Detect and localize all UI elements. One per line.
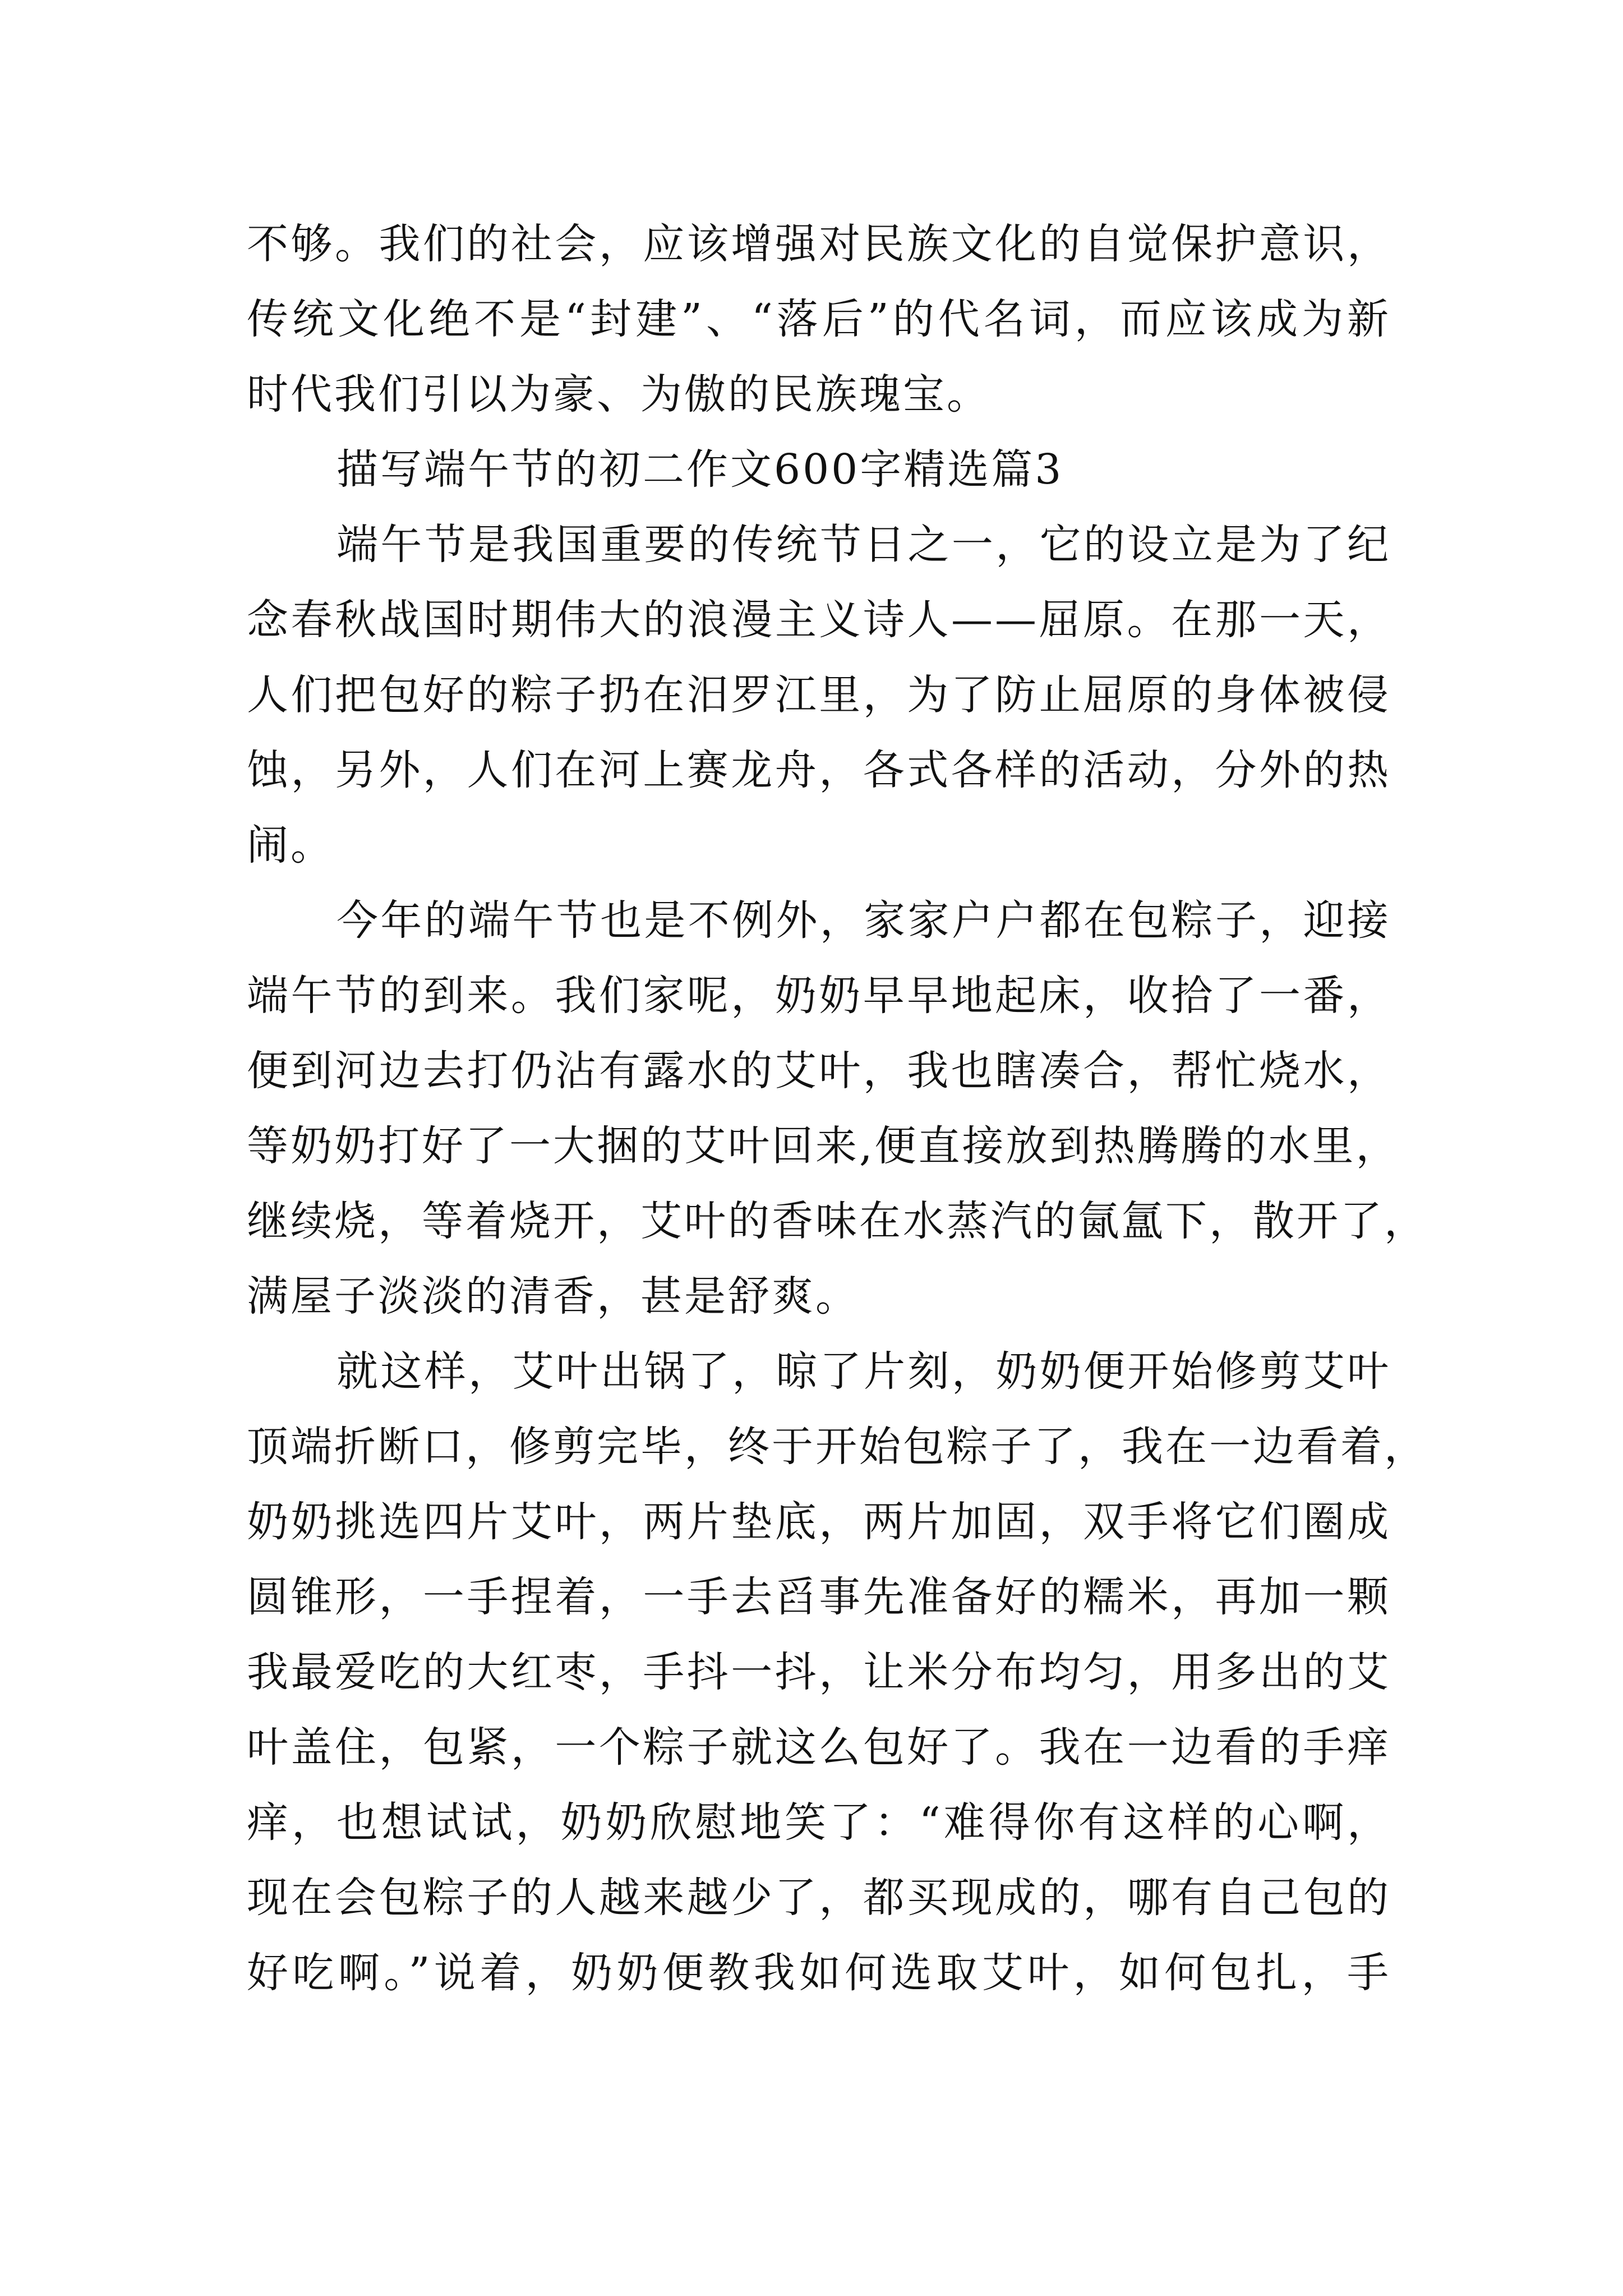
text-line: 好吃啊。”说着，奶奶便教我如何选取艾叶，如何包扎，手 [247, 1949, 1391, 1997]
section-heading: 描写端午节的初二作文600字精选篇3 [336, 445, 1064, 494]
text-line: 今年的端午节也是不例外，家家户户都在包粽子，迎接 [336, 896, 1391, 945]
text-line: 闹。 [247, 821, 334, 869]
text-line: 端午节是我国重要的传统节日之一，它的设立是为了纪 [336, 521, 1391, 569]
text-line: 传统文化绝不是“封建”、“落后”的代名词，而应该成为新 [247, 295, 1391, 343]
text-line: 端午节的到来。我们家呢，奶奶早早地起床，收拾了一番， [247, 972, 1391, 1020]
text-line: 继续烧，等着烧开，艾叶的香味在水蒸汽的氤氲下，散开了， [247, 1197, 1428, 1245]
text-line: 不够。我们的社会，应该增强对民族文化的自觉保护意识， [247, 220, 1391, 268]
text-line: 念春秋战国时期伟大的浪漫主义诗人——屈原。在那一天， [247, 596, 1391, 644]
text-line: 蚀，另外，人们在河上赛龙舟，各式各样的活动，分外的热 [247, 746, 1391, 794]
text-line: 满屋子淡淡的清香，甚是舒爽。 [247, 1272, 859, 1320]
text-line: 现在会包粽子的人越来越少了，都买现成的，哪有自己包的 [247, 1874, 1391, 1922]
text-line: 人们把包好的粽子扔在汨罗江里，为了防止屈原的身体被侵 [247, 671, 1391, 719]
text-line: 圆锥形，一手捏着，一手去舀事先准备好的糯米，再加一颗 [247, 1573, 1391, 1621]
text-line: 奶奶挑选四片艾叶，两片垫底，两片加固，双手将它们圈成 [247, 1498, 1391, 1546]
text-line: 痒，也想试试，奶奶欣慰地笑了：“难得你有这样的心啊， [247, 1798, 1391, 1847]
text-line: 顶端折断口，修剪完毕，终于开始包粽子了，我在一边看着， [247, 1423, 1428, 1471]
text-line: 叶盖住，包紧，一个粽子就这么包好了。我在一边看的手痒 [247, 1723, 1391, 1772]
text-line: 时代我们引以为豪、为傲的民族瑰宝。 [247, 370, 990, 418]
text-line: 就这样，艾叶出锅了，晾了片刻，奶奶便开始修剪艾叶 [336, 1347, 1391, 1396]
document-body [247, 206, 1428, 2010]
text-line: 我最爱吃的大红枣，手抖一抖，让米分布均匀，用多出的艾 [247, 1648, 1391, 1696]
text-line: 便到河边去打仍沾有露水的艾叶，我也瞎凑合，帮忙烧水， [247, 1047, 1391, 1095]
text-line: 等奶奶打好了一大捆的艾叶回来,便直接放到热腾腾的水里， [247, 1122, 1400, 1170]
